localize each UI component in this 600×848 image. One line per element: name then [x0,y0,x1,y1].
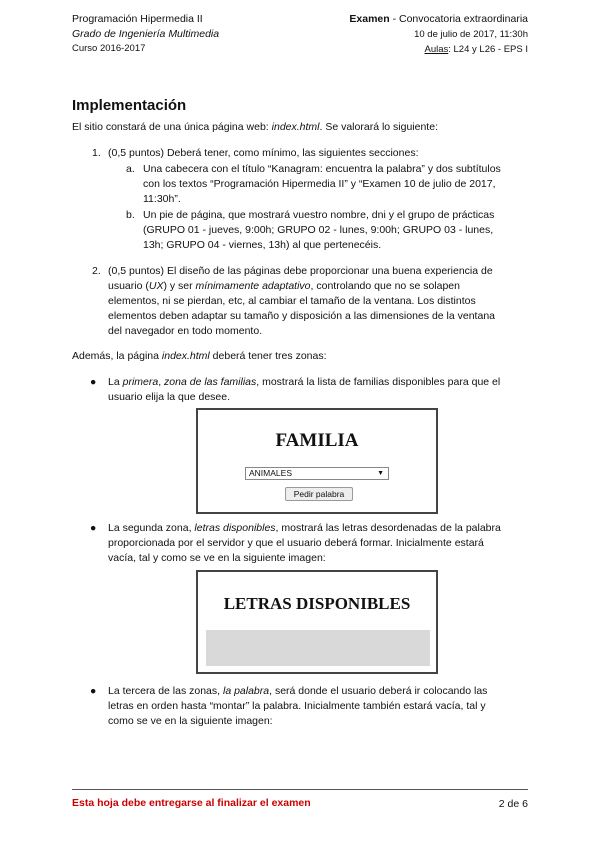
intro-pre: El sitio constará de una única página web: [72,121,272,133]
item-2-ux: UX [148,280,164,292]
bullet-3-line2: letras en orden hasta “montar” la palabra. Inicialmente también estará vacía, tal y [108,700,486,712]
intro-paragraph [72,120,438,135]
bullet-2-line1 [108,521,528,536]
item-2-line3: elementos, ni se pierdan, etc, al cambiar el tamaño de la ventana. Los distintos [108,295,476,307]
exam-session: - Convocatoria extraordinaria [389,13,528,25]
item-2-text [108,264,528,339]
family-select[interactable] [245,467,389,480]
degree-name: Grado de Ingeniería Multimedia [72,28,220,40]
letters-empty-area [206,630,430,666]
bullet-1-dot: ● [90,376,97,388]
item-2-line1: (0,5 puntos) El diseño de las páginas debe proporcionar una buena experiencia de [108,265,493,277]
item-1b-text [143,208,533,253]
item-1a-line2: con los textos “Programación Hipermedia II” y “Examen 10 de julio de 2017, [143,178,496,190]
item-2-number: 2. [92,265,101,277]
familia-title: FAMILIA [275,430,359,451]
letras-title: LETRAS DISPONIBLES [223,594,411,613]
item-2-line5: del navegador en todo momento. [108,325,263,337]
bullet-1-primera: primera [122,376,159,388]
bullet-3-l1c: , será donde el usuario deberá ir colocando las [269,685,488,697]
bullet-2-line3: vacía, tal y como se ve en la siguiente imagen: [108,552,326,564]
item-2-l2e: , controlando que no se solapen [310,280,460,292]
bullet-1-l1a: La [108,376,123,388]
bullet-3-palabra: la palabra [222,685,270,697]
item-1b-line1: Un pie de página, que mostrará vuestro nombre, dni y el grupo de prácticas [143,209,495,221]
pedir-palabra-button[interactable]: Pedir palabra [285,487,353,501]
item-2-line2 [108,279,528,294]
bullet-1-line2: usuario elija la que desee. [108,391,231,403]
bullet-3-line3: como se ve en la siguiente imagen: [108,715,273,727]
item-1a-line1: Una cabecera con el título “Kanagram: encuentra la palabra” y dos subtítulos [143,163,501,175]
item-2-l2c: ) y ser [163,280,196,292]
bullet-3-text [108,684,528,729]
item-1a-text [143,162,533,207]
bullet-2-text [108,521,528,566]
exam-title [349,12,528,26]
footer-note: Esta hoja debe entregarse al finalizar el examen [72,797,311,809]
exam-rooms [424,43,528,57]
intro-post: . Se valorará lo siguiente: [319,121,438,133]
item-1-number: 1. [92,147,101,159]
page-number: 2 de 6 [498,798,528,810]
item-2-l2a: usuario ( [108,280,149,292]
bullet-2-l1c: , mostrará las letras desordenadas de la palabra [275,522,501,534]
rooms-label: Aulas [424,44,449,55]
bullet-2-dot: ● [90,522,97,534]
course-year: Curso 2016-2017 [72,43,146,54]
bullet-3-dot: ● [90,685,97,697]
bullet-1-line1 [108,375,528,390]
bullet-1-zona: zona de las familias [164,376,257,388]
intro-file: index.html [271,121,320,133]
bullet-1-text [108,375,528,405]
zones-intro-post: deberá tener tres zonas: [209,350,327,362]
section-title: Implementación [72,97,187,114]
footer-divider [72,789,528,790]
bullet-2-line2: proporcionada por el servidor y que el usuario deberá formar. Inicialmente estará [108,537,484,549]
familia-screenshot [196,408,438,514]
rooms-value: : L24 y L26 - EPS I [448,44,528,55]
zones-intro-pre: Además, la página [72,350,162,362]
item-2-adaptativo: mínimamente adaptativo [195,280,311,292]
letras-screenshot [196,570,438,674]
zones-intro [72,349,327,364]
course-name: Programación Hipermedia II [72,13,203,25]
zones-intro-file: index.html [161,350,210,362]
bullet-3-l1a: La tercera de las zonas, [108,685,223,697]
item-1b-letter: b. [126,209,135,221]
exam-date: 10 de julio de 2017, 11:30h [414,29,528,40]
item-1a-line3: 11:30h”. [143,193,181,205]
bullet-1-l1e: , mostrará la lista de familias disponibles para que el [256,376,501,388]
exam-label: Examen [349,13,390,25]
bullet-2-l1a: La segunda zona, [108,522,195,534]
bullet-3-line1 [108,684,528,699]
chevron-down-icon: ▼ [377,470,384,477]
item-2-line4: elementos deben adaptar su tamaño y disposición a las dimensiones de la ventana [108,310,495,322]
item-1b-line3: 13h; GRUPO 04 - viernes, 13h) al que pertenecéis. [143,239,382,251]
bullet-2-letras: letras disponibles [194,522,276,534]
family-select-value: ANIMALES [249,468,292,478]
item-1-text: (0,5 puntos) Deberá tener, como mínimo, las siguientes secciones: [108,147,419,159]
item-1a-letter: a. [126,163,135,175]
item-1b-line2: (GRUPO 01 - jueves, 9:00h; GRUPO 02 - lunes, 9:00h; GRUPO 03 - lunes, [143,224,494,236]
bullet-1-l1c: , [158,376,165,388]
